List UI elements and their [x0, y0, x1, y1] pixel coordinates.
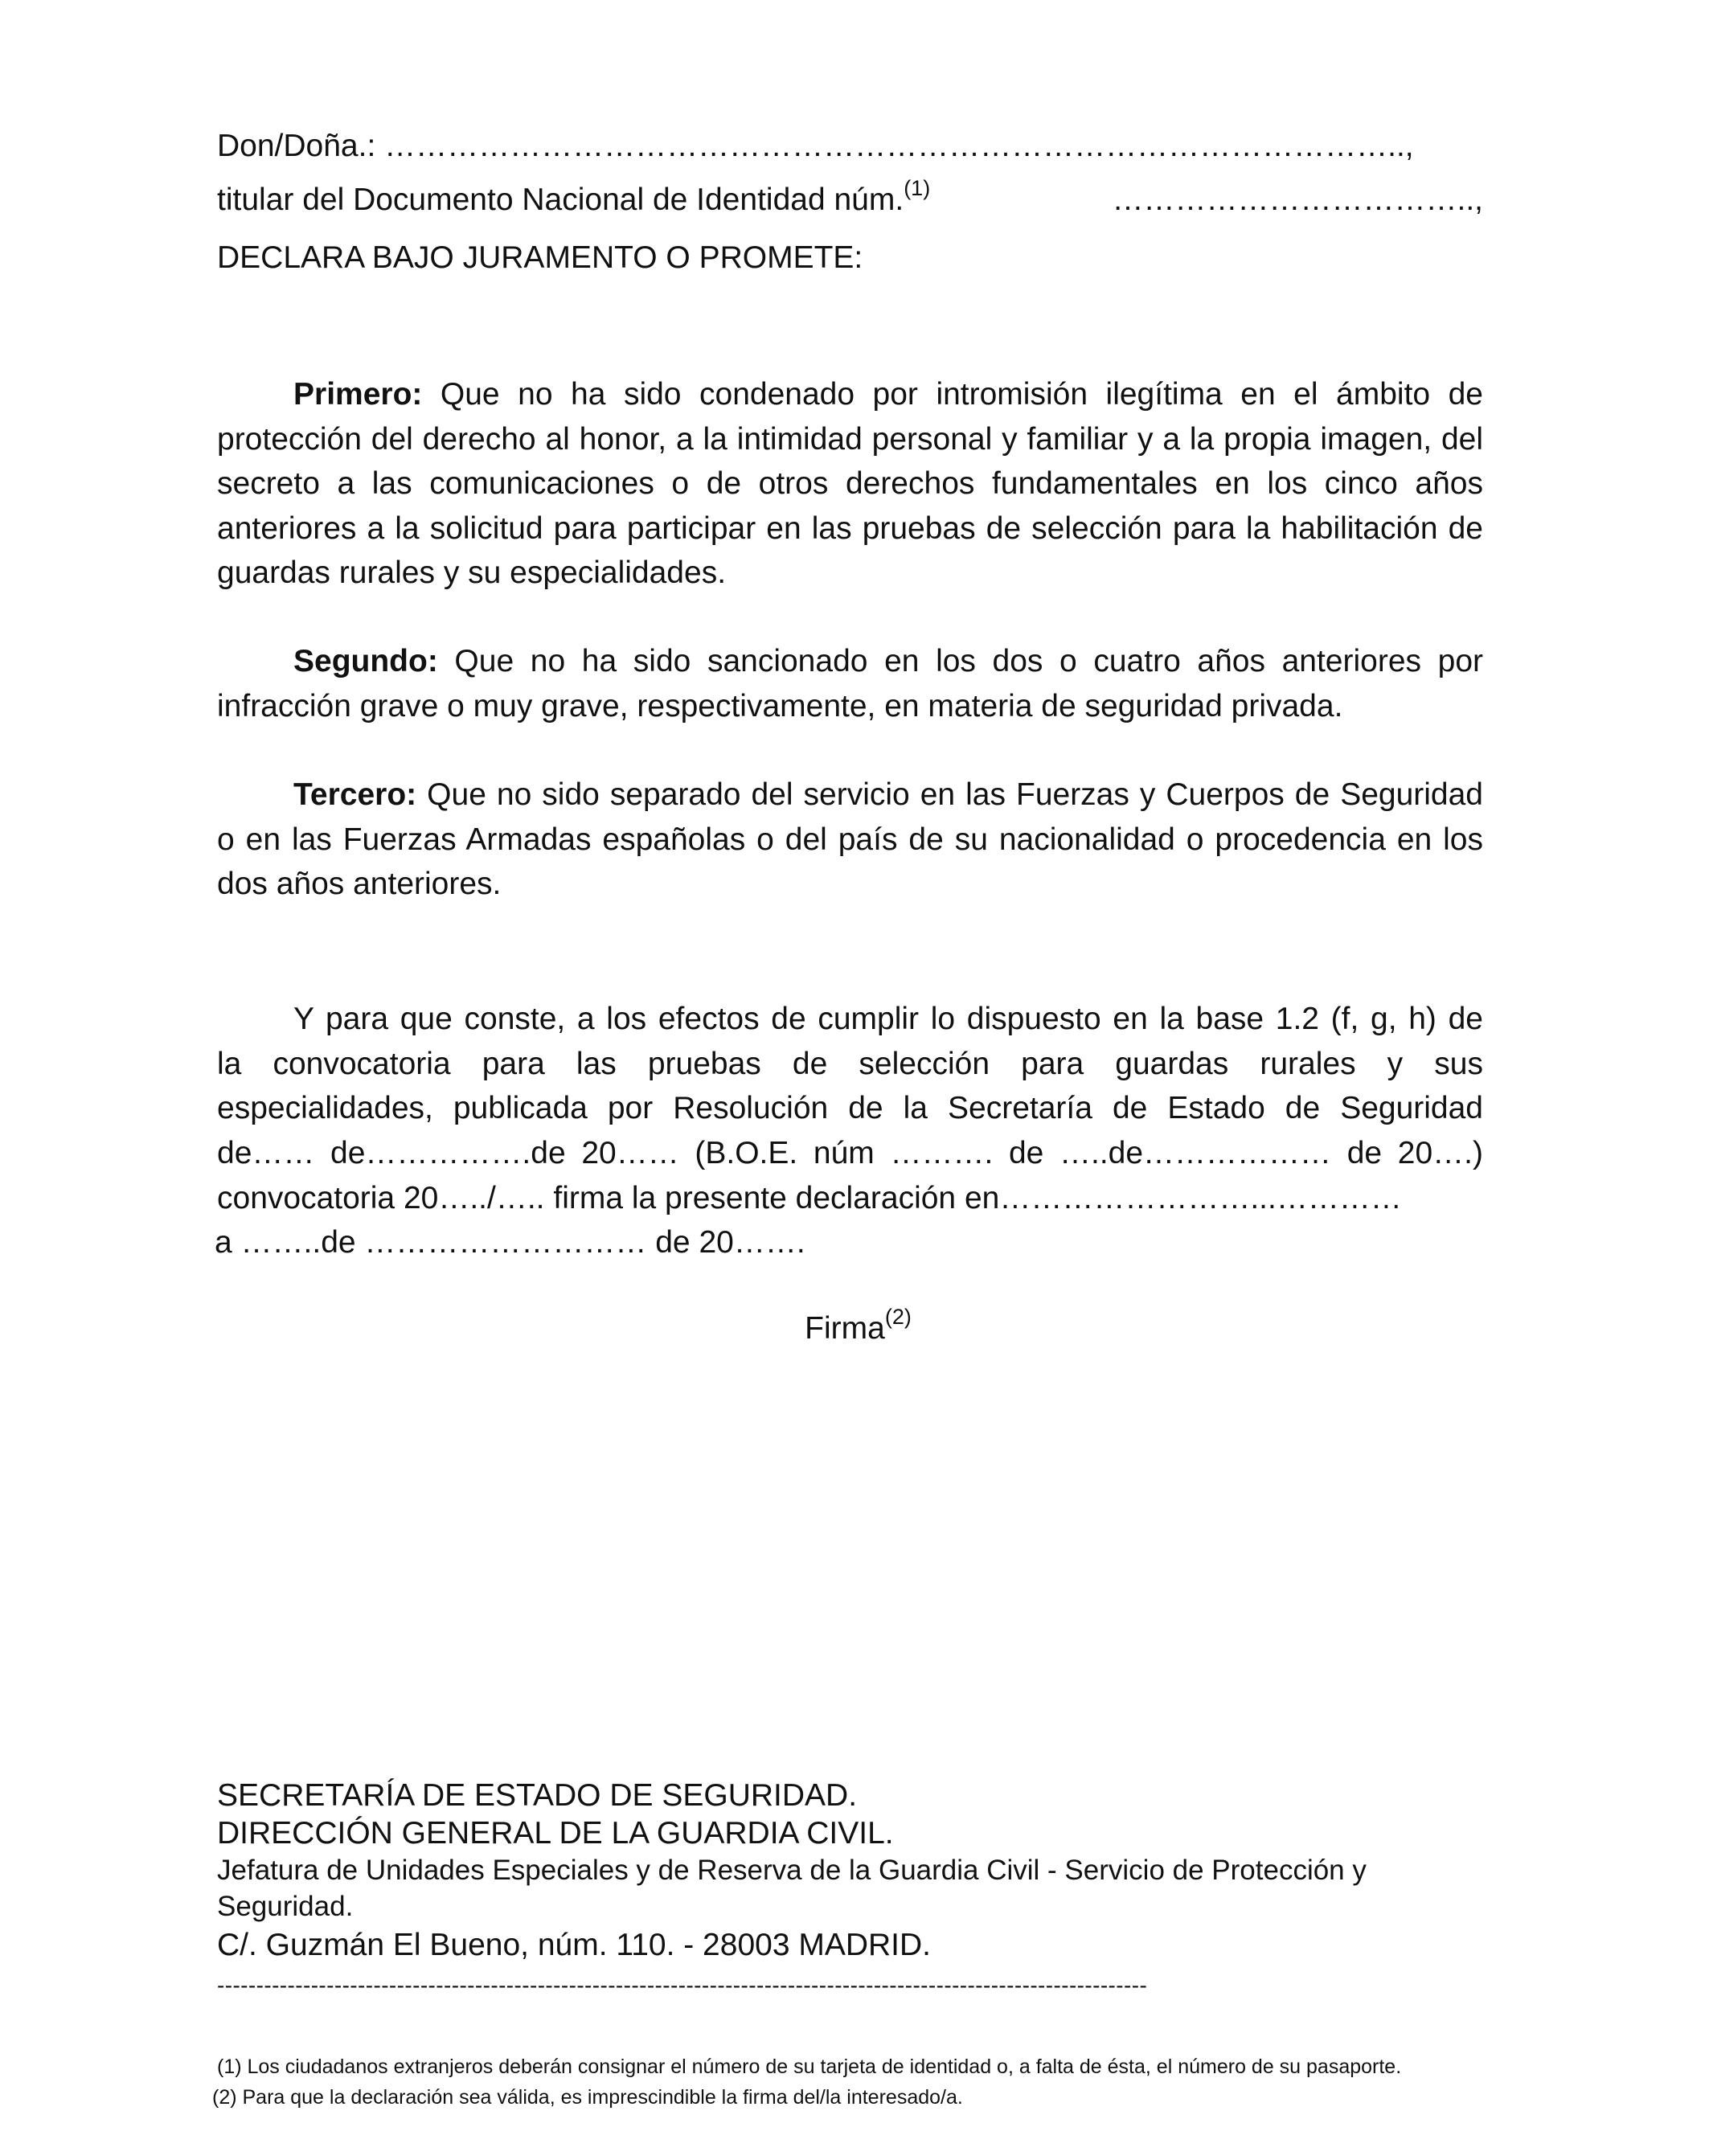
id-number-dots: …………………………….., [1112, 182, 1483, 217]
clause-tercero [217, 773, 1483, 907]
footnote-2: (2) Para que la declaración sea válida, es imprescindible la firma del/la interesado/a. [212, 2086, 963, 2109]
closing-line-6: a ……..de ……………………… de 20……. [215, 1225, 805, 1260]
footnote-ref-2: (2) [884, 1305, 912, 1329]
id-number-line [217, 178, 1483, 223]
footnote-1: (1) Los ciudadanos extranjeros deberán consignar el número de su tarjeta de identidad o, a falta de ésta, el número de su pasaporte. [217, 2056, 1402, 2078]
clause-label: Primero: [293, 377, 423, 412]
footer-direccion: DIRECCIÓN GENERAL DE LA GUARDIA CIVIL. [217, 1816, 894, 1851]
id-label: titular del Documento Nacional de Identidad núm. [217, 182, 904, 217]
footnotes [212, 2054, 1483, 2115]
closing-line-3: especialidades, publicada por Resolución de la Secretaría de Estado de Seguridad [217, 1091, 1483, 1125]
closing-line-2: la convocatoria para las pruebas de selección para guardas rurales y sus [217, 1047, 1483, 1081]
signature-text: Firma [805, 1311, 885, 1346]
clause-segundo [217, 639, 1483, 728]
signature-label [217, 1306, 1483, 1351]
footer-separator: ----------------------------------------------------------------------------------------------------------------------- [217, 1973, 1148, 1998]
footer-address [217, 1777, 1483, 1964]
footnote-ref-1: (1) [904, 176, 931, 200]
closing-line-1: Y para que conste, a los efectos de cumplir lo dispuesto en la base 1.2 (f, g, h) de [293, 1002, 1483, 1036]
document-page [212, 0, 1483, 2156]
closing-line-4: de…… de…………….de 20…… (B.O.E. núm ………. de …..de……………… de 20….) [217, 1136, 1483, 1170]
declares-heading: DECLARA BAJO JURAMENTO O PROMETE: [217, 240, 863, 275]
footer-street: C/. Guzmán El Bueno, núm. 110. - 28003 MADRID. [217, 1928, 932, 1962]
clause-text: Que no sido separado del servicio en las Fuerzas y Cuerpos de Seguridad o en las Fuerzas Armadas españolas o del país de su nacionalidad o procedencia en los dos años anteriores. [217, 777, 1483, 901]
clause-text: Que no ha sido condenado por intromisión ilegítima en el ámbito de protección del derecho al honor, a la intimidad personal y familiar y a la propia imagen, del secreto a las comunicaciones o de otros derechos fundamentales en los cinco años anteriores a la solicitud para participar en las pruebas de selección para la habilitación de guardas rurales y su especialidades. [217, 377, 1483, 590]
clause-text: Que no ha sido sancionado en los dos o cuatro años anteriores por infracción grave o muy grave, respectivamente, en materia de seguridad privada. [217, 644, 1483, 723]
clause-primero [217, 372, 1483, 596]
clause-label: Tercero: [293, 777, 417, 812]
declarant-name-line: Don/Doña.: …………………………………………………………………………………….., [217, 129, 1414, 163]
closing-line-5: convocatoria 20…../….. firma la presente declaración en……………………...………… [217, 1181, 1402, 1215]
clause-label: Segundo: [293, 644, 438, 678]
footer-secretaria: SECRETARÍA DE ESTADO DE SEGURIDAD. [217, 1778, 858, 1813]
footer-jefatura: Jefatura de Unidades Especiales y de Reserva de la Guardia Civil - Servicio de Protección y Seguridad. [217, 1855, 1367, 1922]
